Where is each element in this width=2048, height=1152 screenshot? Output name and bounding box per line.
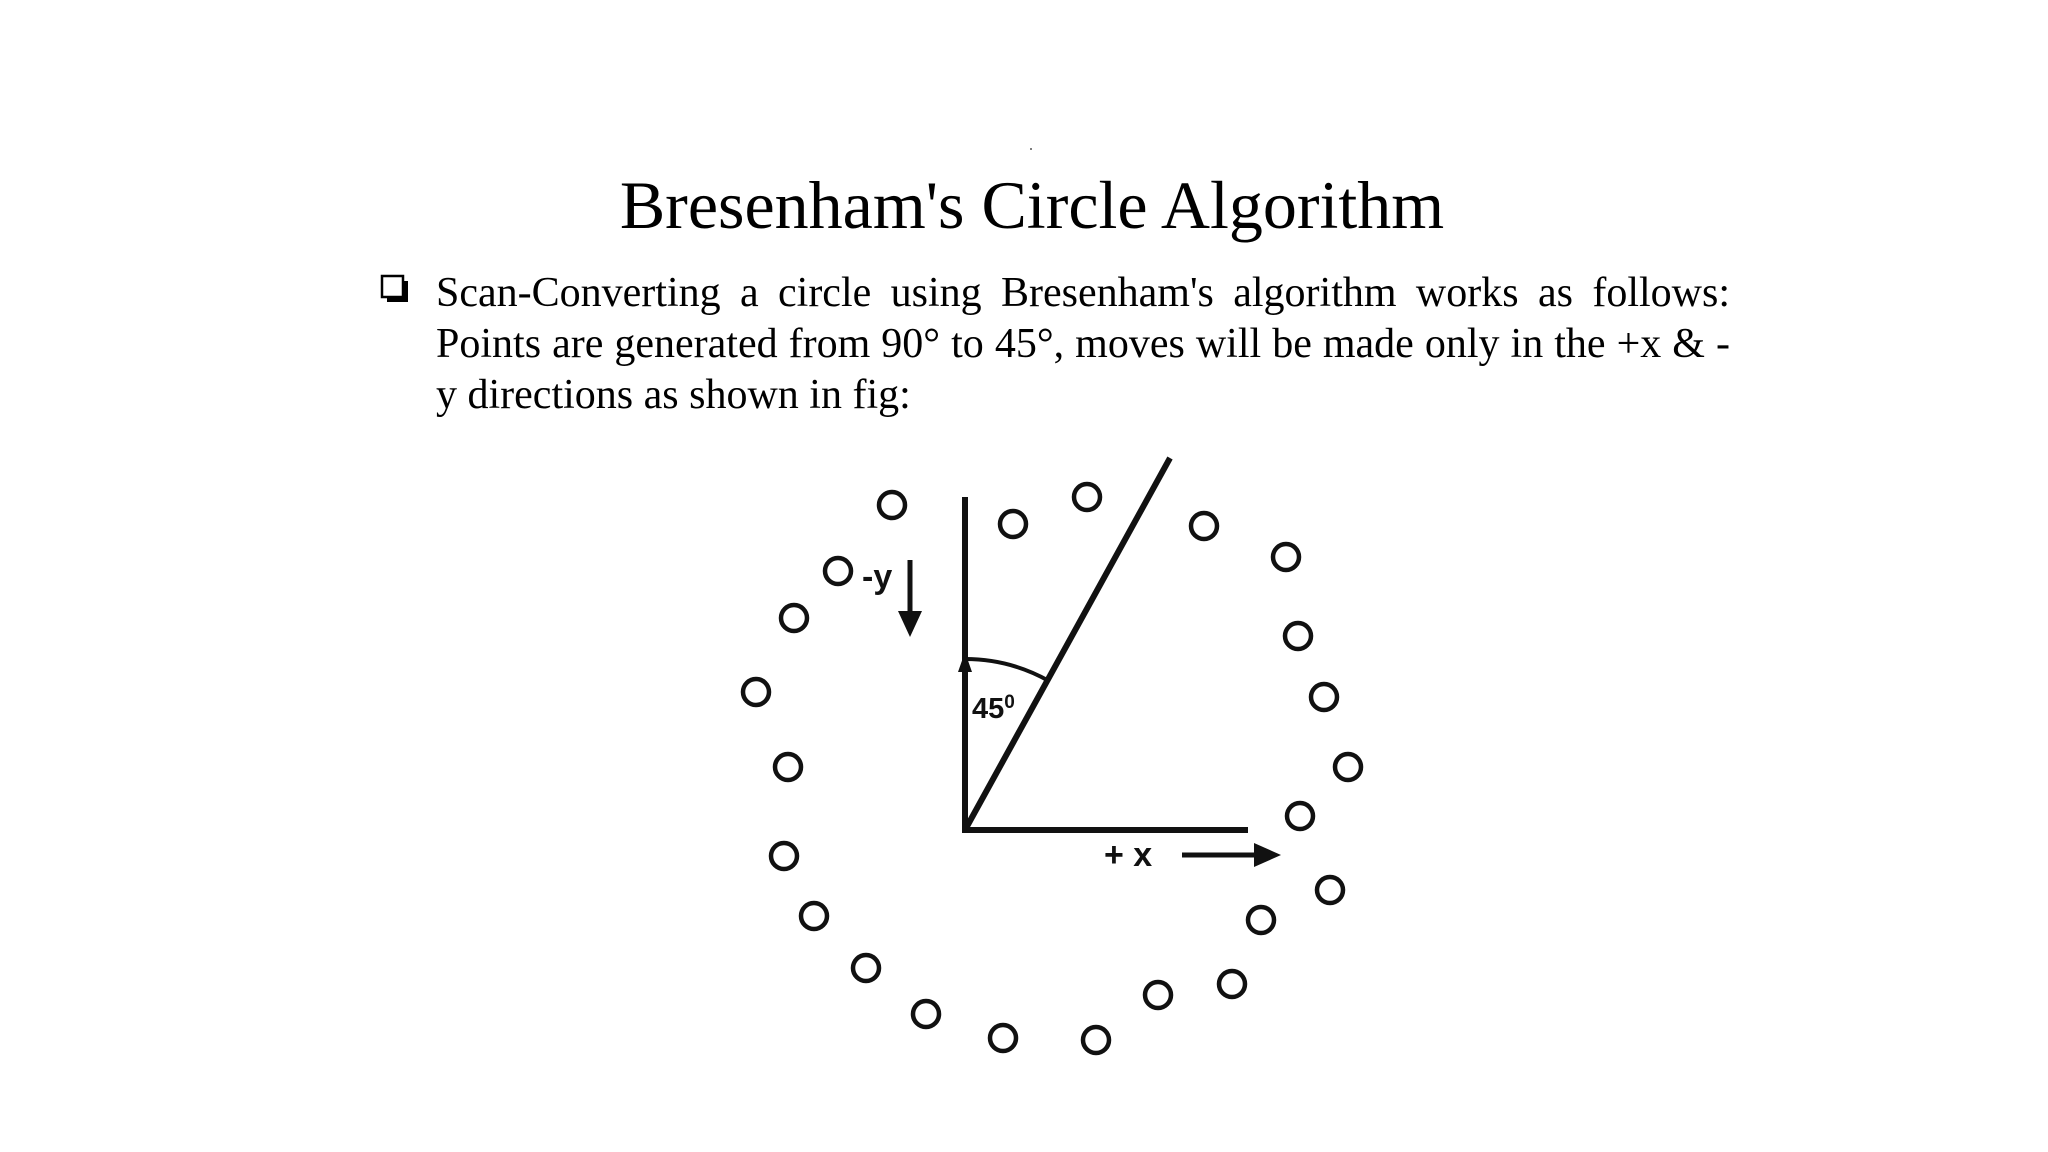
angle-label: $45^0$ bbox=[972, 692, 1015, 725]
circle-points bbox=[743, 484, 1361, 1053]
circle-point-8 bbox=[1335, 754, 1361, 780]
circle-point-3 bbox=[1074, 484, 1100, 510]
circle-point-6 bbox=[1285, 623, 1311, 649]
circle-point-12 bbox=[1219, 971, 1245, 997]
circle-point-14 bbox=[1083, 1027, 1109, 1053]
circle-point-7 bbox=[1311, 684, 1337, 710]
right-arrow-icon bbox=[1254, 843, 1281, 867]
angle-arc bbox=[965, 659, 1049, 681]
vertical-arrowhead-icon bbox=[958, 652, 972, 672]
bullet-text: Scan-Converting a circle using Bresenham's algorithm works as follows: Points are generated from 90° to 45°, moves will be made only in the +x & -y directions as shown in fig: bbox=[436, 270, 1730, 418]
circle-point-1 bbox=[879, 492, 905, 518]
circle-point-9 bbox=[1287, 803, 1313, 829]
plus-x-label: + x bbox=[1104, 836, 1153, 874]
circle-point-21 bbox=[743, 679, 769, 705]
circle-point-19 bbox=[771, 843, 797, 869]
minus-y-label: -y bbox=[862, 558, 893, 596]
down-arrow-icon bbox=[898, 611, 922, 637]
circle-point-4 bbox=[1191, 513, 1217, 539]
circle-point-5 bbox=[1273, 544, 1299, 570]
circle-point-10 bbox=[1317, 877, 1343, 903]
circle-point-20 bbox=[775, 754, 801, 780]
slide-title: Bresenham's Circle Algorithm bbox=[619, 167, 1445, 243]
circle-point-13 bbox=[1145, 982, 1171, 1008]
circle-point-23 bbox=[825, 558, 851, 584]
circle-point-11 bbox=[1248, 907, 1274, 933]
circle-point-18 bbox=[801, 903, 827, 929]
circle-point-2 bbox=[1000, 511, 1026, 537]
diagonal-45-line bbox=[965, 458, 1170, 830]
circle-point-16 bbox=[913, 1001, 939, 1027]
circle-point-15 bbox=[990, 1025, 1016, 1051]
circle-point-22 bbox=[781, 605, 807, 631]
circle-point-17 bbox=[853, 955, 879, 981]
